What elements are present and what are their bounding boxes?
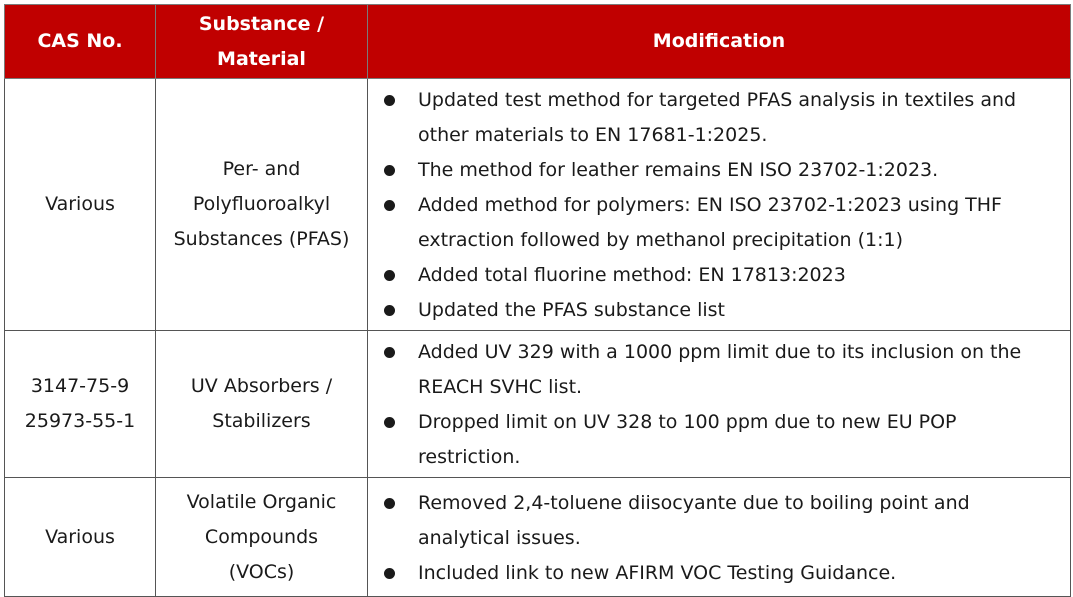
cas-value: 25973-55-1 (24, 410, 136, 432)
list-item-line: Added method for polymers: EN ISO 23702-1:2023 using THF (418, 194, 1002, 216)
substance-line: Substances (PFAS) (173, 228, 350, 250)
bullet-icon (384, 347, 395, 358)
list-item (378, 188, 1060, 258)
substance-line: (VOCs) (228, 560, 295, 583)
header-cas-no: CAS No. (5, 5, 156, 79)
list-item-line: Added UV 329 with a 1000 ppm limit due to its inclusion on the (418, 341, 1022, 363)
list-item-line: analytical issues. (418, 526, 581, 549)
modification-cell (368, 331, 1071, 478)
header-modification: Modification (368, 5, 1071, 79)
substance-line: Polyfluoroalkyl (192, 193, 331, 215)
table-header-row (5, 5, 1071, 79)
list-item-line: The method for leather remains EN ISO 23702-1:2023. (418, 159, 939, 181)
list-item (378, 153, 1060, 188)
list-item-line: extraction followed by methanol precipitation (1:1) (418, 229, 904, 251)
modifications-table (4, 4, 1071, 597)
bullet-icon (384, 165, 395, 176)
list-item (378, 293, 1060, 328)
list-item (378, 405, 1060, 475)
substance-cell (156, 79, 368, 331)
bullet-icon (384, 95, 395, 106)
table-row (5, 478, 1071, 597)
list-item (378, 486, 1060, 556)
list-item (378, 83, 1060, 153)
bullet-icon (384, 498, 395, 509)
header-substance-line: Substance / (198, 12, 325, 35)
substance-line: UV Absorbers / (190, 375, 333, 397)
list-item-line: Updated test method for targeted PFAS analysis in textiles and (418, 89, 1017, 111)
modifications-table-wrapper (4, 4, 1070, 597)
modification-list (378, 83, 1060, 328)
list-item (378, 258, 1060, 293)
modification-cell (368, 478, 1071, 597)
list-item-line: Included link to new AFIRM VOC Testing Guidance. (418, 561, 897, 584)
list-item (378, 335, 1060, 405)
substance-line: Volatile Organic (186, 490, 337, 513)
cas-value: Various (45, 525, 115, 548)
substance-cell (156, 478, 368, 597)
bullet-icon (384, 417, 395, 428)
bullet-icon (384, 270, 395, 281)
bullet-icon (384, 568, 395, 579)
modification-list (378, 335, 1060, 475)
cas-cell (5, 478, 156, 597)
list-item-line: Dropped limit on UV 328 to 100 ppm due to new EU POP (418, 411, 957, 433)
modification-cell (368, 79, 1071, 331)
cas-value: 3147-75-9 (30, 375, 130, 397)
table-row (5, 331, 1071, 478)
substance-cell (156, 331, 368, 478)
list-item-line: restriction. (418, 446, 521, 468)
cas-cell (5, 331, 156, 478)
cas-cell (5, 79, 156, 331)
table-row (5, 79, 1071, 331)
list-item-line: other materials to EN 17681-1:2025. (418, 124, 768, 146)
list-item-line: Added total fluorine method: EN 17813:2023 (418, 264, 846, 286)
list-item-line: Updated the PFAS substance list (418, 299, 725, 321)
substance-line: Per- and (222, 158, 301, 180)
cas-value: Various (45, 193, 115, 215)
header-substance-material (156, 5, 368, 79)
list-item-line: REACH SVHC list. (418, 376, 583, 398)
bullet-icon (384, 305, 395, 316)
modification-list (378, 486, 1060, 591)
list-item (378, 556, 1060, 591)
substance-line: Compounds (204, 525, 319, 548)
bullet-icon (384, 200, 395, 211)
header-material-line: Material (217, 47, 306, 70)
list-item-line: Removed 2,4-toluene diisocyante due to boiling point and (418, 491, 970, 514)
substance-line: Stabilizers (212, 410, 311, 432)
